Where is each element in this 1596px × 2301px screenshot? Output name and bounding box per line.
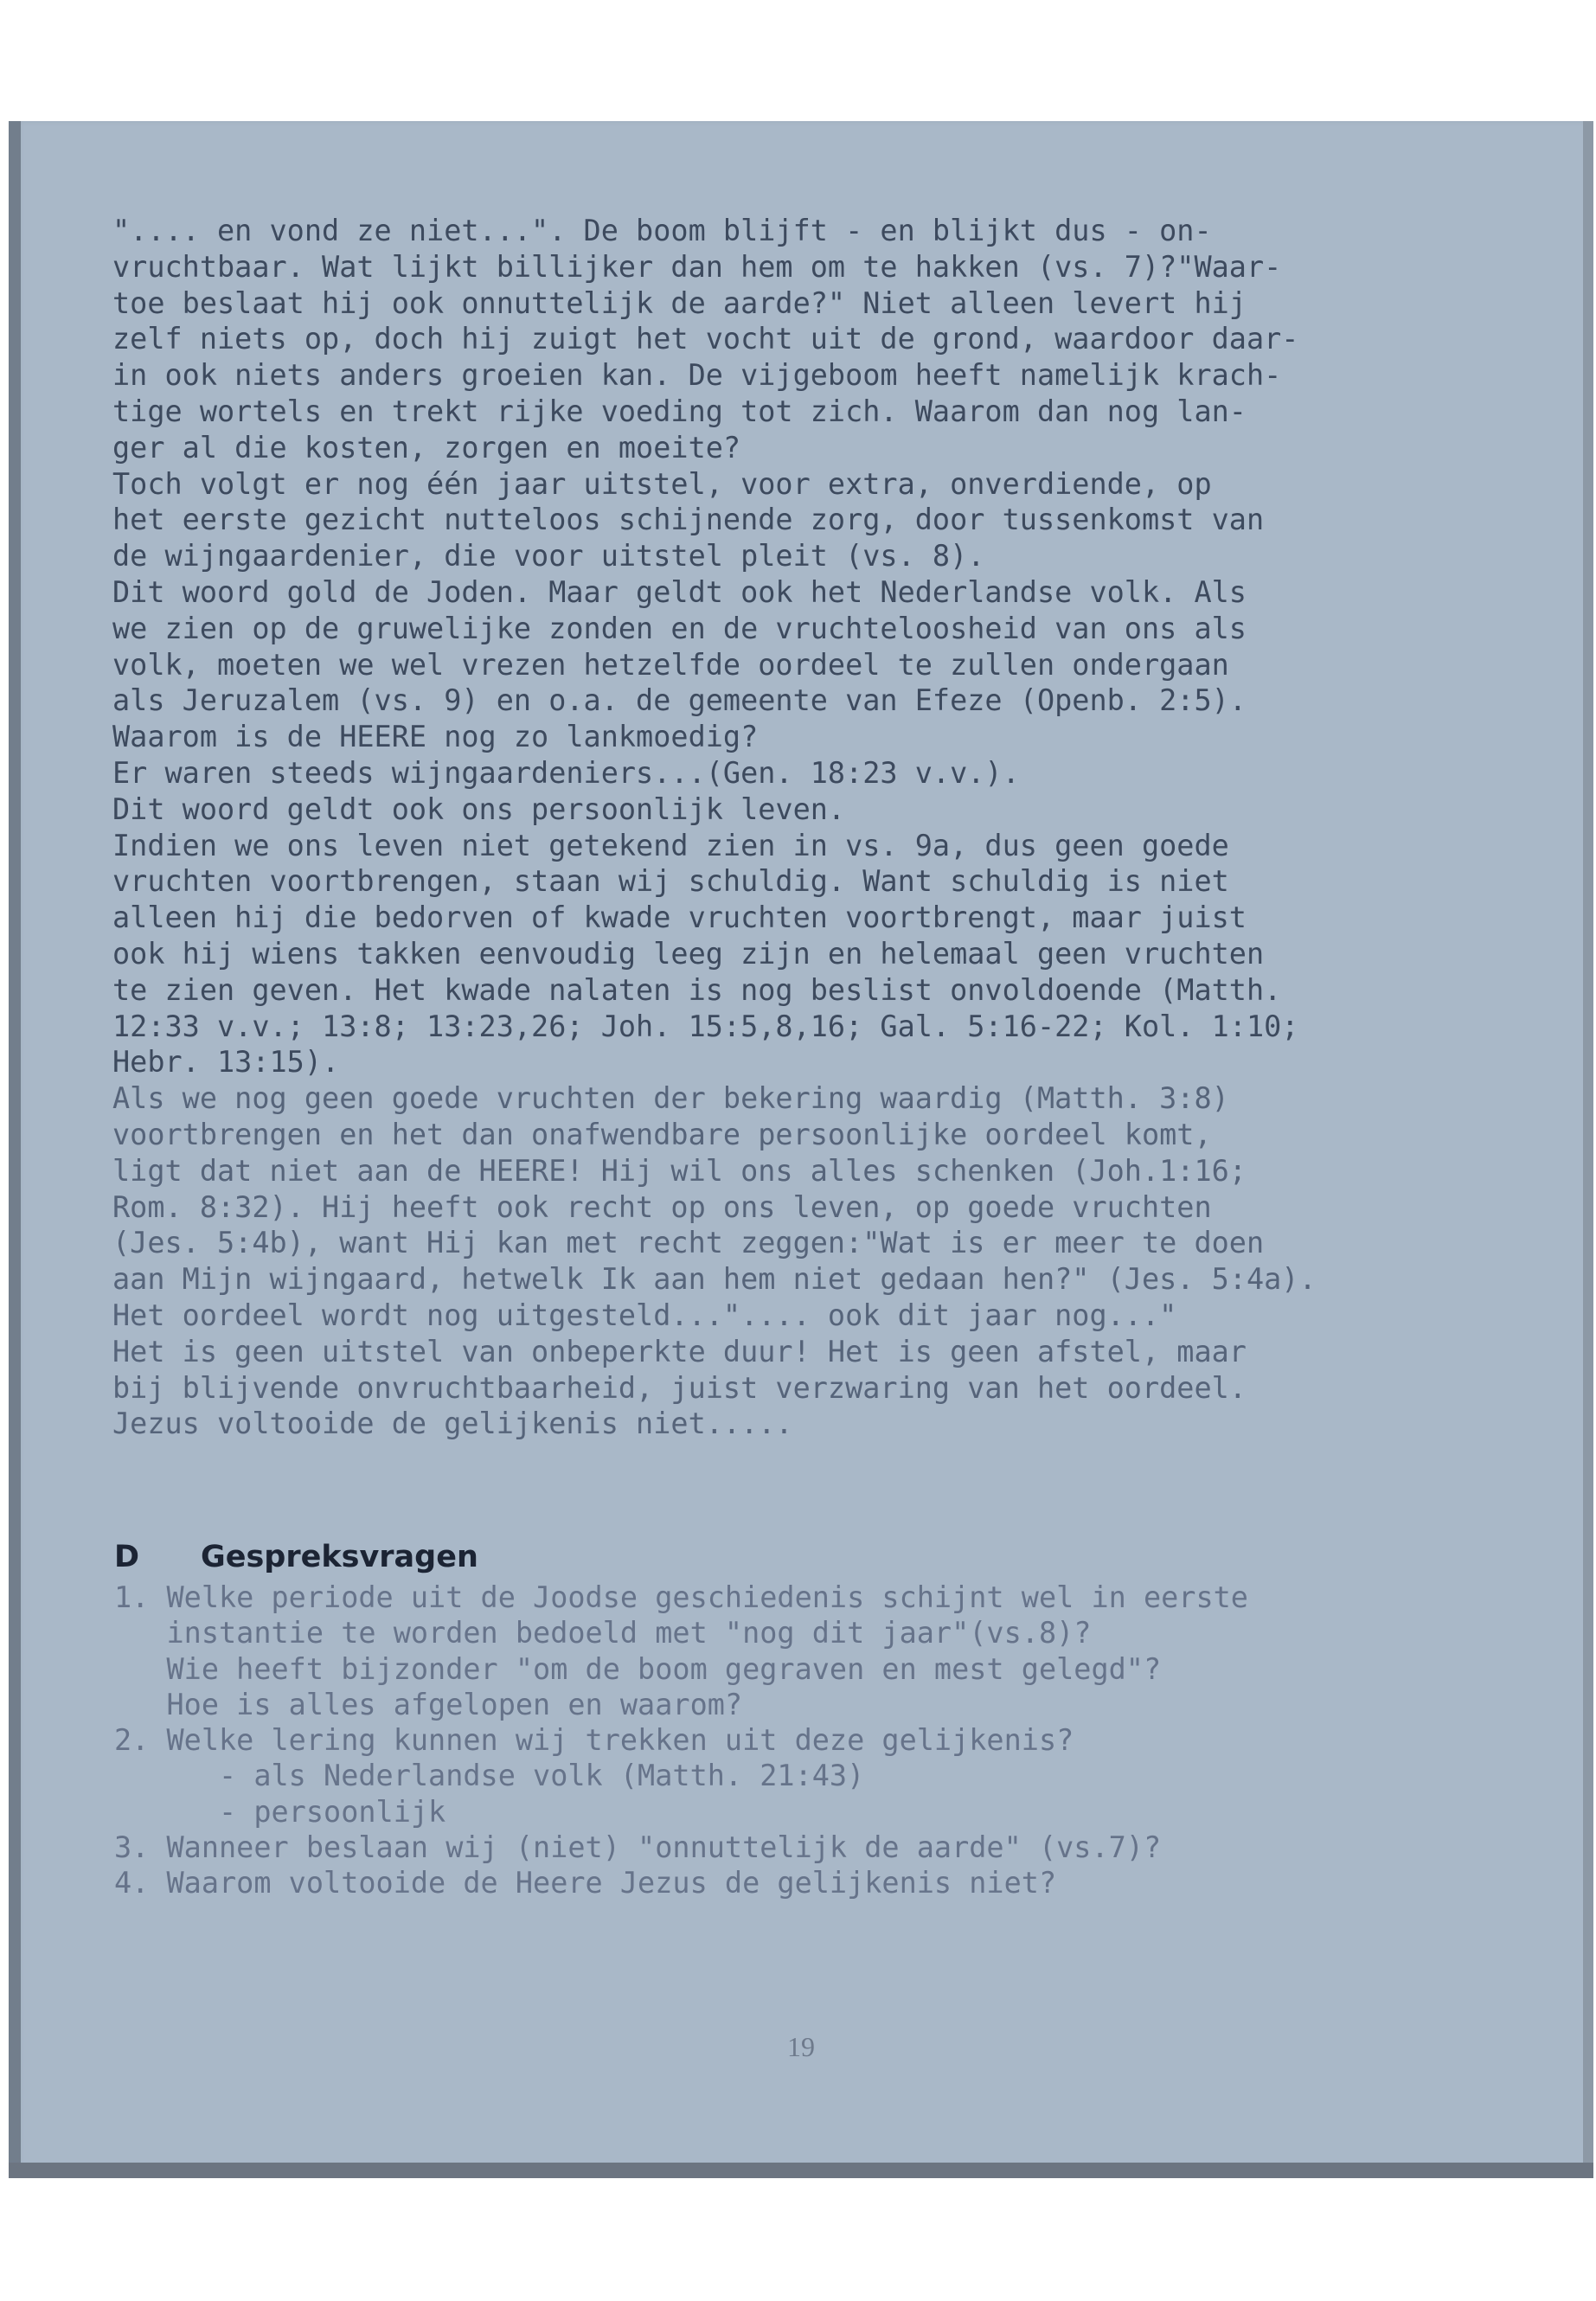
question-line: 2. Welke lering kunnen wij trekken uit deze gelijkenis? — [114, 1723, 1074, 1758]
question-line: Hoe is alles afgelopen en waarom? — [114, 1687, 743, 1721]
text-line: Hebr. 13:15). — [112, 1045, 340, 1080]
text-line: als Jeruzalem (vs. 9) en o.a. de gemeente van Efeze (Openb. 2:5). — [112, 683, 1247, 718]
text-line: ".... en vond ze niet...". De boom blijft - en blijkt dus - on- — [112, 214, 1212, 247]
text-line: ligt dat niet aan de HEERE! Hij wil ons alles schenken (Joh.1:16; — [112, 1153, 1247, 1188]
text-line: Rom. 8:32). Hij heeft ook recht op ons leven, op goede vruchten — [112, 1189, 1212, 1224]
page-edge-shadow — [1583, 121, 1593, 2178]
text-line: volk, moeten we wel vrezen hetzelfde oordeel te zullen ondergaan — [112, 647, 1229, 682]
question-line: 3. Wanneer beslaan wij (niet) "onnuttelijk de aarde" (vs.7)? — [114, 1830, 1162, 1865]
text-line: ook hij wiens takken eenvoudig leeg zijn en helemaal geen vruchten — [112, 936, 1265, 971]
text-line: (Jes. 5:4b), want Hij kan met recht zeggen:"Wat is er meer te doen — [112, 1226, 1265, 1260]
question-line: instantie te worden bedoeld met "nog dit jaar"(vs.8)? — [114, 1616, 1092, 1650]
text-line: in ook niets anders groeien kan. De vijgeboom heeft namelijk krach- — [112, 358, 1282, 393]
page-number: 19 — [787, 2031, 815, 2062]
text-line: voortbrengen en het dan onafwendbare persoonlijke oordeel komt, — [112, 1117, 1212, 1151]
text-line: het eerste gezicht nutteloos schijnende zorg, door tussenkomst van — [112, 503, 1265, 537]
section-title: Gespreksvragen — [201, 1540, 478, 1574]
text-line: Waarom is de HEERE nog zo lankmoedig? — [112, 720, 759, 754]
text-line: de wijngaardenier, die voor uitstel pleit (vs. 8). — [112, 539, 985, 574]
question-line: Wie heeft bijzonder "om de boom gegraven en mest gelegd"? — [114, 1651, 1162, 1686]
text-line: Het is geen uitstel van onbeperkte duur! Het is geen afstel, maar — [112, 1334, 1247, 1368]
text-line: Er waren steeds wijngaardeniers...(Gen. 18:23 v.v.). — [112, 755, 1020, 790]
text-line: bij blijvende onvruchtbaarheid, juist verzwaring van het oordeel. — [112, 1370, 1247, 1405]
page-bottom-shadow — [9, 2163, 1593, 2178]
question-line: - als Nederlandse volk (Matth. 21:43) — [114, 1759, 865, 1793]
text-line: tige wortels en trekt rijke voeding tot zich. Waarom dan nog lan- — [112, 394, 1247, 428]
body-text — [112, 213, 1427, 1442]
text-line: alleen hij die bedorven of kwade vruchten voortbrengt, maar juist — [112, 901, 1247, 935]
text-line: toe beslaat hij ook onnuttelijk de aarde?" Niet alleen levert hij — [112, 285, 1247, 320]
text-line: ger al die kosten, zorgen en moeite? — [112, 430, 741, 465]
text-line: 12:33 v.v.; 13:8; 13:23,26; Joh. 15:5,8,16; Gal. 5:16-22; Kol. 1:10; — [112, 1009, 1299, 1043]
text-line: te zien geven. Het kwade nalaten is nog beslist onvoldoende (Matth. — [112, 972, 1282, 1007]
text-line: aan Mijn wijngaard, hetwelk Ik aan hem niet gedaan hen?" (Jes. 5:4a). — [112, 1262, 1317, 1297]
text-line: zelf niets op, doch hij zuigt het vocht uit de grond, waardoor daar- — [112, 322, 1299, 356]
question-list — [114, 1580, 1429, 1901]
text-line: Dit woord gold de Joden. Maar geldt ook het Nederlandse volk. Als — [112, 574, 1247, 609]
text-line: Het oordeel wordt nog uitgesteld...".... ook dit jaar nog..." — [112, 1298, 1177, 1332]
text-line: Jezus voltooide de gelijkenis niet..... — [112, 1407, 793, 1441]
question-line: 1. Welke periode uit de Joodse geschiedenis schijnt wel in eerste — [114, 1580, 1248, 1614]
text-line: Als we nog geen goede vruchten der bekering waardig (Matth. 3:8) — [112, 1081, 1229, 1116]
question-line: 4. Waarom voltooide de Heere Jezus de gelijkenis niet? — [114, 1866, 1057, 1900]
question-line: - persoonlijk — [114, 1794, 446, 1829]
text-line: we zien op de gruwelijke zonden en de vruchteloosheid van ons als — [112, 611, 1247, 645]
section-letter: D — [114, 1540, 140, 1574]
binding-shadow — [9, 121, 21, 2178]
text-line: Indien we ons leven niet getekend zien in vs. 9a, dus geen goede — [112, 828, 1229, 862]
text-line: Toch volgt er nog één jaar uitstel, voor extra, onverdiende, op — [112, 466, 1212, 501]
section-heading — [114, 1540, 478, 1574]
text-line: vruchten voortbrengen, staan wij schuldig. Want schuldig is niet — [112, 864, 1229, 899]
text-line: Dit woord geldt ook ons persoonlijk leven. — [112, 792, 846, 826]
text-line: vruchtbaar. Wat lijkt billijker dan hem om te hakken (vs. 7)?"Waar- — [112, 249, 1282, 284]
document-page — [9, 121, 1593, 2178]
